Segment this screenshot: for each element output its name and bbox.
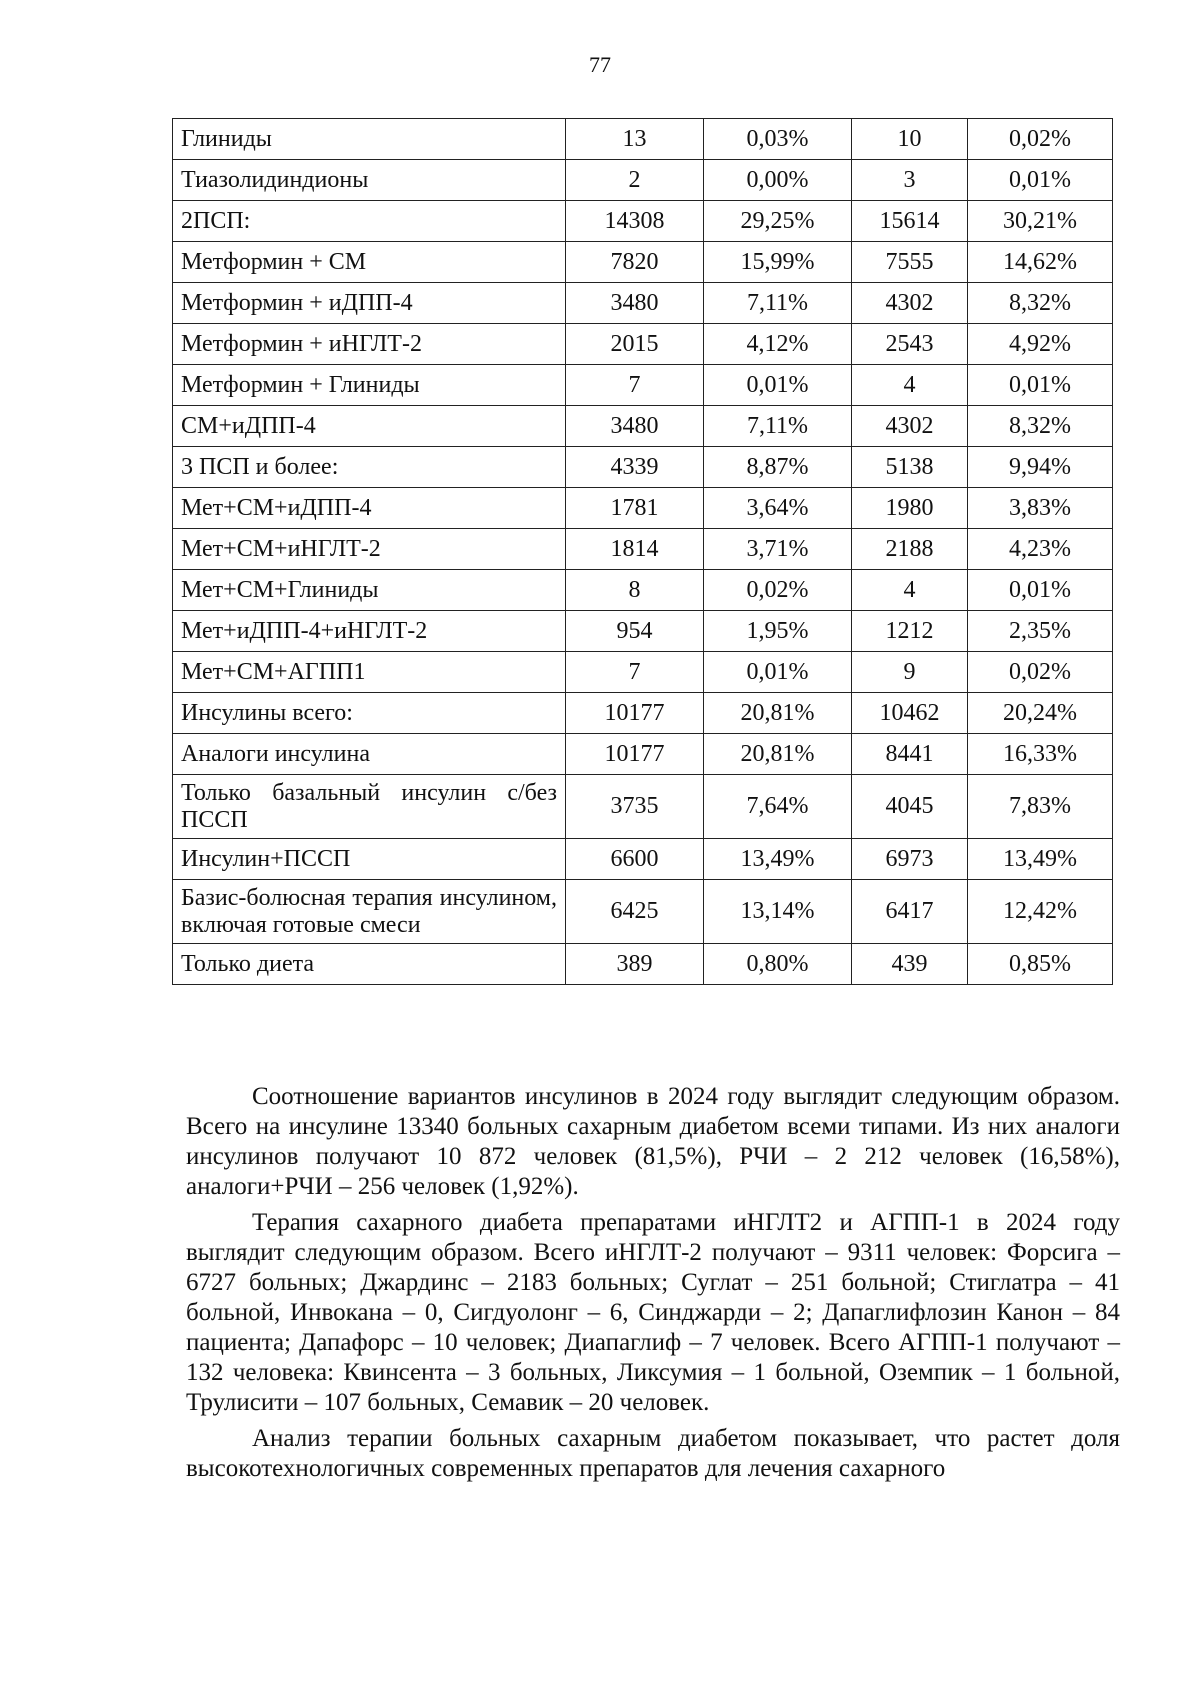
percent-col-1: 3,71% [704, 529, 852, 570]
table-row [173, 570, 1113, 611]
percent-col-2: 13,49% [968, 839, 1113, 880]
count-col-1: 6425 [566, 880, 704, 944]
count-col-1: 3735 [566, 775, 704, 839]
table-row [173, 119, 1113, 160]
percent-col-2: 3,83% [968, 488, 1113, 529]
count-col-2: 5138 [852, 447, 968, 488]
percent-col-2: 2,35% [968, 611, 1113, 652]
count-col-1: 6600 [566, 839, 704, 880]
percent-col-1: 29,25% [704, 201, 852, 242]
count-col-1: 10177 [566, 693, 704, 734]
percent-col-1: 15,99% [704, 242, 852, 283]
percent-col-1: 7,64% [704, 775, 852, 839]
paragraph-ingl-agpp: Терапия сахарного диабета препаратами иНГЛТ2 и АГПП-1 в 2024 году выглядит следующим образом. Всего иНГЛТ-2 получают – 9311 человек: Форсига – 6727 больных; Джардинс – 2183 больных; Суглат – 251 больной; Стиглатра – 41 больной, Инвокана – 0, Сигдуолонг – 6, Синджарди – 2; Дапаглифлозин Канон – 84 пациента; Дапафорс – 10 человек; Диапаглиф – 7 человек. Всего АГПП-1 получают – 132 человека: Квинсента – 3 больных, Ликсумия – 1 больной, Оземпик – 1 больной, Трулисити – 107 больных, Семавик – 20 человек. [186, 1209, 1120, 1416]
paragraph-insulin-ratio: Соотношение вариантов инсулинов в 2024 году выглядит следующим образом. Всего на инсулине 13340 больных сахарным диабетом всеми типами. Из них аналоги инсулинов получают 10 872 человек (81,5%), РЧИ – 2 212 человек (16,58%), аналоги+РЧИ – 256 человек (1,92%). [186, 1083, 1120, 1200]
count-col-1: 14308 [566, 201, 704, 242]
percent-col-1: 20,81% [704, 734, 852, 775]
percent-col-2: 0,02% [968, 652, 1113, 693]
percent-col-1: 1,95% [704, 611, 852, 652]
table-row [173, 611, 1113, 652]
percent-col-1: 8,87% [704, 447, 852, 488]
count-col-2: 1212 [852, 611, 968, 652]
row-label: Инсулины всего: [173, 693, 566, 734]
row-label: Глиниды [173, 119, 566, 160]
percent-col-2: 0,01% [968, 570, 1113, 611]
row-label: Инсулин+ПССП [173, 839, 566, 880]
count-col-2: 4302 [852, 283, 968, 324]
row-label: Базис-болюсная терапия инсулином, включая готовые смеси [173, 880, 566, 944]
count-col-2: 439 [852, 944, 968, 985]
percent-col-2: 0,01% [968, 160, 1113, 201]
count-col-1: 10177 [566, 734, 704, 775]
table-row [173, 529, 1113, 570]
row-label: СМ+иДПП-4 [173, 406, 566, 447]
table-row [173, 944, 1113, 985]
row-label: Мет+иДПП-4+иНГЛТ-2 [173, 611, 566, 652]
percent-col-1: 13,49% [704, 839, 852, 880]
percent-col-1: 0,03% [704, 119, 852, 160]
count-col-1: 8 [566, 570, 704, 611]
count-col-1: 389 [566, 944, 704, 985]
count-col-2: 7555 [852, 242, 968, 283]
table-row [173, 693, 1113, 734]
table-row [173, 775, 1113, 839]
row-label: Только диета [173, 944, 566, 985]
count-col-2: 2188 [852, 529, 968, 570]
count-col-2: 15614 [852, 201, 968, 242]
count-col-1: 2 [566, 160, 704, 201]
table-row [173, 406, 1113, 447]
count-col-1: 3480 [566, 283, 704, 324]
percent-col-1: 0,01% [704, 365, 852, 406]
percent-col-2: 0,02% [968, 119, 1113, 160]
count-col-2: 6417 [852, 880, 968, 944]
count-col-2: 4 [852, 570, 968, 611]
count-col-1: 13 [566, 119, 704, 160]
table-row [173, 201, 1113, 242]
table-row [173, 447, 1113, 488]
percent-col-2: 4,92% [968, 324, 1113, 365]
page-number: 77 [589, 52, 611, 77]
count-col-2: 9 [852, 652, 968, 693]
count-col-2: 4045 [852, 775, 968, 839]
percent-col-1: 7,11% [704, 406, 852, 447]
row-label: Метформин + Глиниды [173, 365, 566, 406]
count-col-1: 1781 [566, 488, 704, 529]
count-col-1: 7820 [566, 242, 704, 283]
table-row [173, 488, 1113, 529]
percent-col-1: 13,14% [704, 880, 852, 944]
percent-col-2: 7,83% [968, 775, 1113, 839]
count-col-2: 6973 [852, 839, 968, 880]
row-label: Аналоги инсулина [173, 734, 566, 775]
count-col-2: 4302 [852, 406, 968, 447]
row-label: 2ПСП: [173, 201, 566, 242]
count-col-2: 2543 [852, 324, 968, 365]
percent-col-2: 0,85% [968, 944, 1113, 985]
table-row [173, 160, 1113, 201]
row-label: Мет+СМ+Глиниды [173, 570, 566, 611]
count-col-1: 7 [566, 652, 704, 693]
percent-col-2: 9,94% [968, 447, 1113, 488]
count-col-1: 2015 [566, 324, 704, 365]
table-row [173, 283, 1113, 324]
percent-col-2: 0,01% [968, 365, 1113, 406]
row-label: Метформин + иДПП-4 [173, 283, 566, 324]
row-label: Метформин + СМ [173, 242, 566, 283]
count-col-1: 954 [566, 611, 704, 652]
percent-col-1: 0,02% [704, 570, 852, 611]
row-label: Мет+СМ+иНГЛТ-2 [173, 529, 566, 570]
count-col-1: 7 [566, 365, 704, 406]
percent-col-1: 7,11% [704, 283, 852, 324]
body-text [186, 1082, 1120, 1490]
row-label: Тиазолидиндионы [173, 160, 566, 201]
percent-col-1: 4,12% [704, 324, 852, 365]
table-row [173, 242, 1113, 283]
therapy-table [172, 118, 1113, 985]
table-row [173, 734, 1113, 775]
table-row [173, 839, 1113, 880]
percent-col-2: 20,24% [968, 693, 1113, 734]
percent-col-1: 20,81% [704, 693, 852, 734]
count-col-2: 8441 [852, 734, 968, 775]
table-row [173, 880, 1113, 944]
percent-col-2: 8,32% [968, 283, 1113, 324]
percent-col-2: 8,32% [968, 406, 1113, 447]
row-label: Только базальный инсулин с/без ПССП [173, 775, 566, 839]
row-label: Мет+СМ+иДПП-4 [173, 488, 566, 529]
count-col-2: 10 [852, 119, 968, 160]
count-col-2: 10462 [852, 693, 968, 734]
row-label: 3 ПСП и более: [173, 447, 566, 488]
table-body [173, 119, 1113, 985]
percent-col-2: 12,42% [968, 880, 1113, 944]
percent-col-1: 0,80% [704, 944, 852, 985]
percent-col-2: 30,21% [968, 201, 1113, 242]
percent-col-2: 16,33% [968, 734, 1113, 775]
table-row [173, 652, 1113, 693]
row-label: Метформин + иНГЛТ-2 [173, 324, 566, 365]
percent-col-1: 0,01% [704, 652, 852, 693]
table-row [173, 365, 1113, 406]
percent-col-2: 14,62% [968, 242, 1113, 283]
count-col-1: 4339 [566, 447, 704, 488]
count-col-1: 3480 [566, 406, 704, 447]
percent-col-1: 3,64% [704, 488, 852, 529]
row-label: Мет+СМ+АГПП1 [173, 652, 566, 693]
table-row [173, 324, 1113, 365]
percent-col-1: 0,00% [704, 160, 852, 201]
paragraph-analysis: Анализ терапии больных сахарным диабетом показывает, что растет доля высокотехнологичных современных препаратов для лечения сахарного [186, 1425, 1120, 1482]
percent-col-2: 4,23% [968, 529, 1113, 570]
count-col-2: 4 [852, 365, 968, 406]
count-col-2: 1980 [852, 488, 968, 529]
count-col-1: 1814 [566, 529, 704, 570]
count-col-2: 3 [852, 160, 968, 201]
